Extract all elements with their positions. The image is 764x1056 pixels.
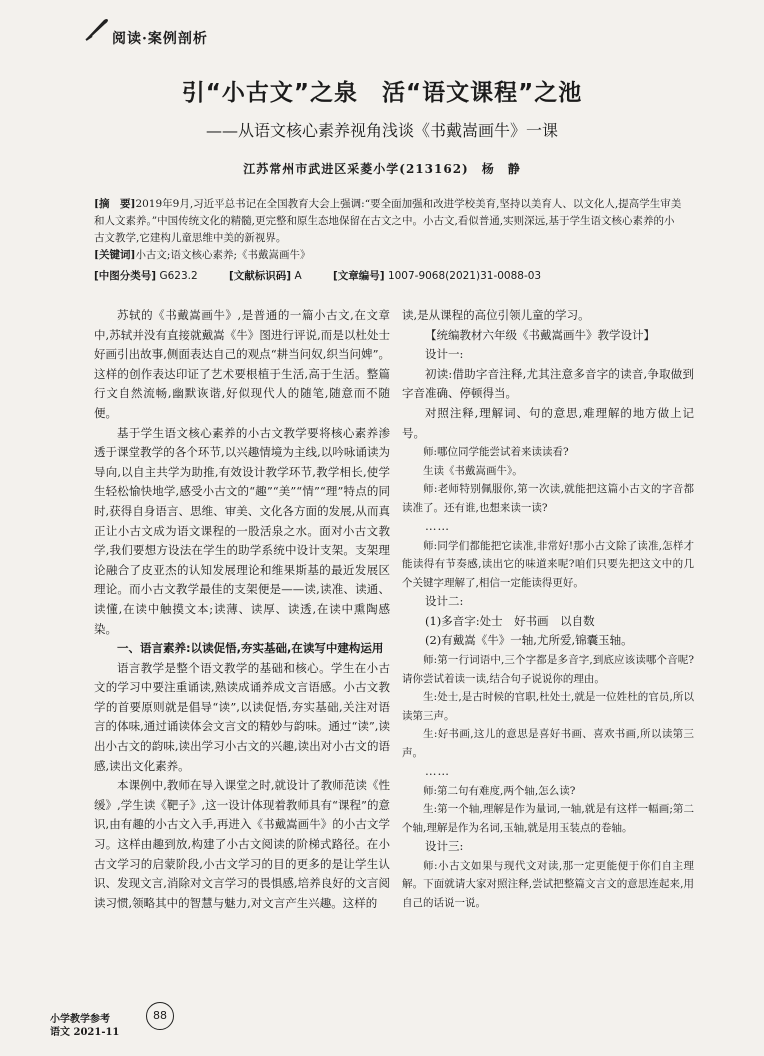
abstract-label: [摘 要] (94, 198, 136, 210)
left-column (94, 306, 390, 913)
paragraph: 对照注释,理解词、句的意思,难理解的地方做上记号。 (402, 405, 694, 440)
ellipsis: …… (425, 519, 450, 534)
paragraph: 读,是从课程的高位引领儿童的学习。 (402, 308, 590, 322)
dialogue-line: 师:小古文如果与现代文对读,那一定更能便于你们自主理解。下面就请大家对照注释,尝试把整篇文言文的意思连起来,用自己的话说一说。 (402, 859, 694, 909)
paragraph: 初读:借助字音注释,尤其注意多音字的读音,争取做到字音准确、停顿得当。 (402, 366, 694, 401)
journal-issue: 语文 2021-11 (50, 1027, 120, 1038)
article-subtitle: ——从语文核心素养视角浅谈《书戴嵩画牛》一课 (205, 121, 558, 140)
design-label: 设计二: (425, 594, 464, 609)
section-label: 阅读·案例剖析 (112, 31, 208, 47)
dialogue-line: 师:哪位同学能尝试着来读读看? (423, 446, 569, 459)
dialogue-line: 生读《书戴嵩画牛》。 (423, 464, 523, 477)
journal-name: 小学教学参考 (50, 1014, 110, 1025)
quill-logo-icon (84, 16, 110, 42)
section-heading: 一、语言素养:以读促悟,夯实基础,在读写中建构运用 (117, 641, 384, 656)
dialogue-line: 生:第一个轴,理解是作为量词,一轴,就是有这样一幅画;第二个轴,理解是作为名词,玉轴,就是用玉装点的卷轴。 (402, 803, 694, 834)
article-label: [文章编号] (332, 270, 385, 282)
dialogue-line: 师:老师特别佩服你,第一次读,就能把这篇小古文的字音都读准了。还有谁,也想来读一读? (402, 483, 694, 514)
design-label: 设计三: (425, 839, 464, 854)
keywords-text: 小古文;语文核心素养;《书戴嵩画牛》 (135, 249, 311, 261)
dialogue-line: 师:第二句有难度,两个轴,怎么读? (423, 784, 576, 797)
paragraph: 本课例中,教师在导入课堂之时,就设计了教师范读《性缓》,学生读《靶子》,这一设计体现着教师具有“课程”的意识,由有趣的小古文入手,再进入《书戴嵩画牛》的小古文学习。这样由趣到放,构建了小古文阅读的阶梯式路径。在小古文学习的启蒙阶段,小古文学习的目的更多的是让学生认识、发现文言,消除对文言学习的畏惧感,培养良好的文言阅读习惯,领略其中的智慧与魅力,对文言产生兴趣。这样的 (94, 778, 390, 910)
design-label: 设计一: (425, 347, 464, 362)
dialogue-line: 师:同学们都能把它读准,非常好!那小古文除了读准,怎样才能读得有节奏感,读出它的味道来呢?咱们只要先把这文中的几个关键字理解了,相信一定能读得更好。 (402, 539, 694, 589)
journal-footer (50, 1013, 119, 1039)
lesson-design-heading: 【统编教材六年级《书戴嵩画牛》教学设计】 (425, 327, 655, 342)
abstract-block (94, 196, 682, 285)
paragraph: 语言教学是整个语文教学的基础和核心。学生在小古文的学习中要注重诵读,熟读成诵养成文言语感。小古文教学的首要原则就是倡导“读”,以读促悟,夯实基础,关注对语言的体味,通过诵读体会文言文的精妙与韵味。通过“读”,读出小古文的韵味,读出学习小古文的兴趣,读出对小古文的语感,读出文化素养。 (94, 660, 390, 773)
article-value: 1007-9068(2021)31-0088-03 (387, 270, 542, 282)
paragraph: 苏轼的《书戴嵩画牛》,是普通的一篇小古文,在文章中,苏轼并没有直接就戴嵩《牛》图进行评说,而是以杜处士好画引出故事,侧面表达自己的观点“耕当问奴,织当问婢”。这样的创作表达印证了艺术要根植于生活,高于生活。整篇行文自然流畅,幽默诙谐,好似现代人的随笔,随意而不随便。 (94, 308, 390, 420)
dialogue-line: 生:好书画,这儿的意思是喜好书画、喜欢书画,所以读第三声。 (402, 728, 694, 759)
dialogue-line: 师:第一行词语中,三个字都是多音字,到底应该读哪个音呢?请你尝试着读一读,结合句子说说你的理由。 (402, 654, 694, 685)
doc-value: A (294, 270, 302, 282)
paragraph: (1)多音字:处士 好书画 以自数 (425, 613, 595, 628)
author-line: 江苏常州市武进区采菱小学(213162) 杨 静 (243, 162, 521, 176)
page-number: 88 (146, 1002, 174, 1030)
class-value: G623.2 (159, 270, 198, 282)
right-column (402, 306, 694, 912)
paragraph: (2)有戴嵩《牛》一轴,尤所爱,锦囊玉轴。 (425, 633, 633, 648)
paragraph: 基于学生语文核心素养的小古文教学要将核心素养渗透于课堂教学的各个环节,以兴趣情境为主线,以吟咏诵读为导向,以自主共学为助推,有效设计教学环节,教学相长,使学生轻松愉快地学,感受小古文的“趣”“美”“情”“理”特点的同时,获得自身语言、思维、审美、文化各方面的发展,从而真正让小古文成为语文课程的一股活泉之水。面对小古文教学,我们要想方设法在学生的助学系统中设计支架。支架理论融合了皮亚杰的认知发展理论和维果斯基的最近发展区理论。而小古文教学最佳的支架便是——读,读准、读通、读懂,在读中触摸文本;读薄、读厚、读透,在读中熏陶感染。 (94, 425, 390, 636)
keywords-label: [关键词] (94, 249, 136, 261)
abstract-text: 2019年9月,习近平总书记在全国教育大会上强调:“要全面加强和改进学校美育,坚持以美育人、以文化人,提高学生审美和人文素养。”中国传统文化的精髓,更完整和原生态地保留在古文之中。小古文,看似普通,实则深远,基于学生语文核心素养的小古文教学,它建构儿童思维中美的新视界。 (94, 198, 682, 244)
doc-label: [文献标识码] (229, 270, 292, 282)
class-label: [中图分类号] (94, 270, 157, 282)
classification-line (94, 268, 682, 285)
dialogue-line: 生:处士,是古时候的官职,杜处士,就是一位姓杜的官员,所以读第三声。 (402, 691, 694, 722)
article-title: 引“小古文”之泉 活“语文课程”之池 (181, 80, 583, 106)
ellipsis: …… (425, 764, 450, 779)
